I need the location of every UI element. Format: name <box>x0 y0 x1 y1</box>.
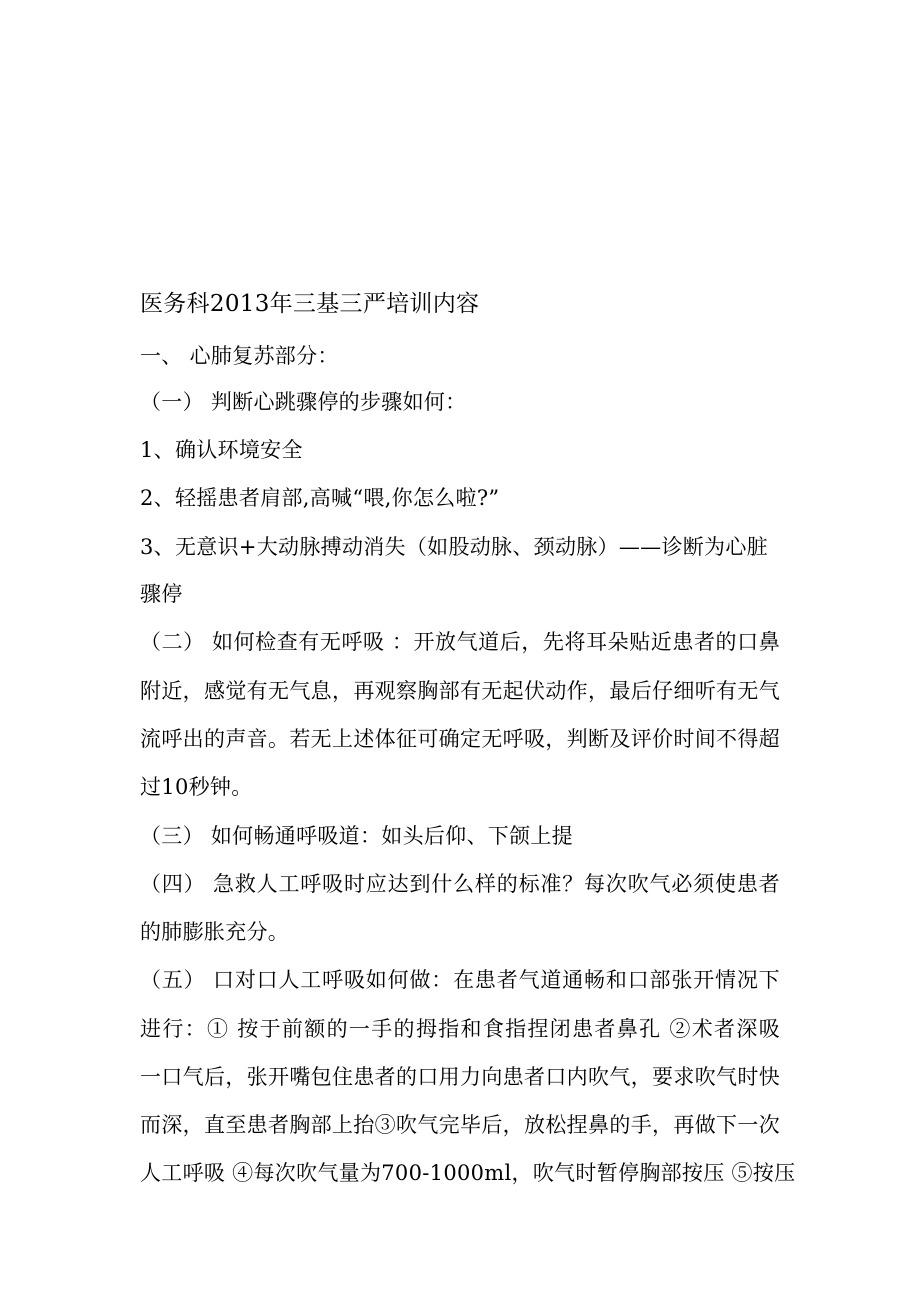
question-5-line-5: 人工呼吸 ④每次吹气量为700-1000ml，吹气时暂停胸部按压 ⑤按压 <box>140 1161 796 1185</box>
question-2-line-4: 过10秒钟。 <box>140 775 253 799</box>
step-1: 1、确认环境安全 <box>140 438 303 462</box>
document-title: 医务科2013年三基三严培训内容 <box>140 291 480 317</box>
question-1: （一） 判断心跳骤停的步骤如何： <box>140 390 467 414</box>
question-3: （三） 如何畅通呼吸道：如头后仰、下颌上提 <box>140 824 573 848</box>
question-5-line-3: 一口气后，张开嘴包住患者的口用力向患者口内吹气，要求吹气时快 <box>140 1065 780 1089</box>
section-heading-cpr: 一、 心肺复苏部分： <box>140 344 339 368</box>
question-2-line-3: 流呼出的声音。若无上述体征可确定无呼吸，判断及评价时间不得超 <box>140 727 780 751</box>
question-4-line-2: 的肺膨胀充分。 <box>140 920 290 944</box>
question-5-line-4: 而深，直至患者胸部上抬③吹气完毕后，放松捏鼻的手，再做下一次 <box>140 1113 780 1137</box>
question-2-line-1: （二） 如何检查有无呼吸 ：开放气道后，先将耳朵贴近患者的口鼻 <box>140 630 780 654</box>
step-3-line-2: 骤停 <box>140 582 183 606</box>
question-4-line-1: （四） 急救人工呼吸时应达到什么样的标准？每次吹气必须使患者 <box>140 872 780 896</box>
step-3-line-1: 3、无意识+大动脉搏动消失（如股动脉、颈动脉）——诊断为心脏 <box>140 535 768 559</box>
question-5-line-2: 进行：① 按于前额的一手的拇指和食指捏闭患者鼻孔 ②术者深吸 <box>140 1017 780 1041</box>
question-5-line-1: （五） 口对口人工呼吸如何做：在患者气道通畅和口部张开情况下 <box>140 968 780 992</box>
step-2: 2、轻摇患者肩部,高喊“喂,你怎么啦?” <box>140 486 500 510</box>
question-2-line-2: 附近，感觉有无气息，再观察胸部有无起伏动作，最后仔细听有无气 <box>140 679 780 703</box>
